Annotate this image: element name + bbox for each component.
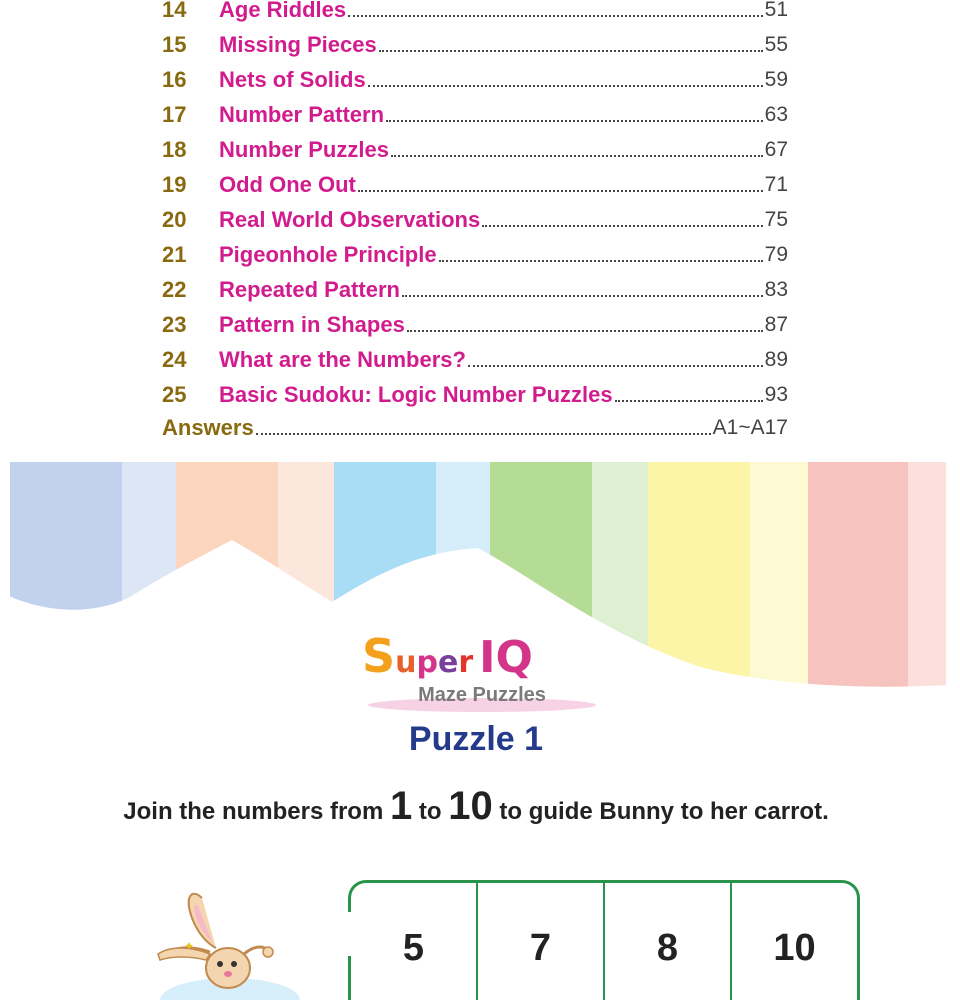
toc-entry-number: 21 [162, 242, 187, 267]
toc-entry-title: Repeated Pattern [219, 277, 400, 302]
toc-entry-page: 93 [764, 383, 788, 406]
toc-entry[interactable] [162, 29, 788, 61]
puzzle-title: Puzzle 1 [408, 720, 544, 758]
super-iq-logo [362, 628, 594, 680]
toc-entry-page: 55 [764, 33, 788, 56]
toc-entry-title: Missing Pieces [219, 32, 377, 57]
toc-entry[interactable] [162, 309, 788, 341]
toc-entry[interactable] [162, 344, 788, 376]
toc-entry[interactable] [162, 169, 788, 201]
toc-entry[interactable] [162, 64, 788, 96]
toc-entry-number: 25 [162, 382, 187, 407]
toc-entry[interactable] [162, 239, 788, 271]
toc-entry-title: Real World Observations [219, 207, 481, 232]
toc-entry[interactable] [162, 134, 788, 166]
toc-entry-title: Pigeonhole Principle [219, 242, 437, 267]
puzzle-worksheet [0, 462, 960, 1000]
svg-text:SuperIQ: Super IQ [362, 629, 533, 680]
toc-answers-page: A1~A17 [712, 416, 788, 439]
instruction-part: to [412, 798, 449, 825]
dot-leader [407, 328, 763, 332]
toc-entry[interactable] [162, 274, 788, 306]
toc-entry-number: 15 [162, 32, 187, 57]
dot-leader [482, 223, 762, 227]
maze-cell[interactable]: 8 [605, 883, 732, 1000]
toc-entry-title: Nets of Solids [219, 67, 366, 92]
toc-entry-number: 24 [162, 347, 187, 372]
subtitle-block [368, 684, 596, 714]
dot-leader [379, 48, 763, 52]
toc-entry-page: 59 [764, 68, 788, 91]
toc-entry-page: 75 [764, 208, 788, 231]
toc-entry-number: 22 [162, 277, 187, 302]
dot-leader [386, 118, 763, 122]
toc-entry-number: 20 [162, 207, 187, 232]
toc-entry-title: Age Riddles [219, 0, 347, 22]
toc-entry-number: 14 [162, 0, 187, 22]
dot-leader [402, 293, 763, 297]
instruction-text [0, 784, 952, 829]
toc-entry-page: 87 [764, 313, 788, 336]
toc-entry-number: 23 [162, 312, 187, 337]
instruction-part: to guide Bunny to her carrot. [492, 798, 829, 825]
toc-entry-page: 89 [764, 348, 788, 371]
bunny-illustration [140, 888, 300, 1000]
toc-entry[interactable] [162, 379, 788, 411]
toc-entry-page: 51 [764, 0, 788, 21]
toc-entry-page: 79 [764, 243, 788, 266]
number-maze-grid [348, 880, 860, 1000]
dot-leader [358, 188, 763, 192]
table-of-contents [0, 0, 960, 460]
mountain-shape [0, 462, 960, 722]
toc-entry-title: Pattern in Shapes [219, 312, 405, 337]
toc-answers-entry[interactable] [162, 412, 788, 444]
dot-leader [391, 153, 763, 157]
toc-entry-title: Number Puzzles [219, 137, 389, 162]
toc-entry-number: 16 [162, 67, 187, 92]
dot-leader [439, 258, 763, 262]
dot-leader [256, 431, 711, 435]
instruction-number-to: 10 [448, 784, 493, 828]
toc-entry-title: Odd One Out [219, 172, 356, 197]
toc-entry-number: 18 [162, 137, 187, 162]
maze-cell[interactable]: 7 [478, 883, 605, 1000]
worksheet-subtitle: Maze Puzzles [418, 684, 546, 706]
toc-entry-page: 71 [764, 173, 788, 196]
maze-cell[interactable]: 10 [773, 927, 816, 969]
toc-entry-page: 67 [764, 138, 788, 161]
toc-entry-number: 19 [162, 172, 187, 197]
instruction-part: Join the numbers from [123, 798, 390, 825]
dot-leader [368, 83, 763, 87]
dot-leader [615, 398, 763, 402]
toc-entry-page: 63 [764, 103, 788, 126]
toc-entry-title: Number Pattern [219, 102, 385, 127]
maze-cell[interactable]: 5 [351, 883, 478, 1000]
dot-leader [468, 363, 763, 367]
svg-text:✦: ✦ [184, 939, 195, 953]
toc-answers-title: Answers [162, 415, 254, 440]
toc-entry-number: 17 [162, 102, 187, 127]
toc-entry[interactable] [162, 204, 788, 236]
toc-entry-title: What are the Numbers? [219, 347, 466, 372]
maze-entrance-gap [342, 912, 354, 956]
toc-entry-page: 83 [764, 278, 788, 301]
toc-entry-title: Basic Sudoku: Logic Number Puzzles [219, 382, 613, 407]
dot-leader [348, 13, 763, 17]
toc-entry[interactable] [162, 99, 788, 131]
instruction-number-from: 1 [389, 784, 413, 828]
toc-entry[interactable] [162, 0, 788, 26]
